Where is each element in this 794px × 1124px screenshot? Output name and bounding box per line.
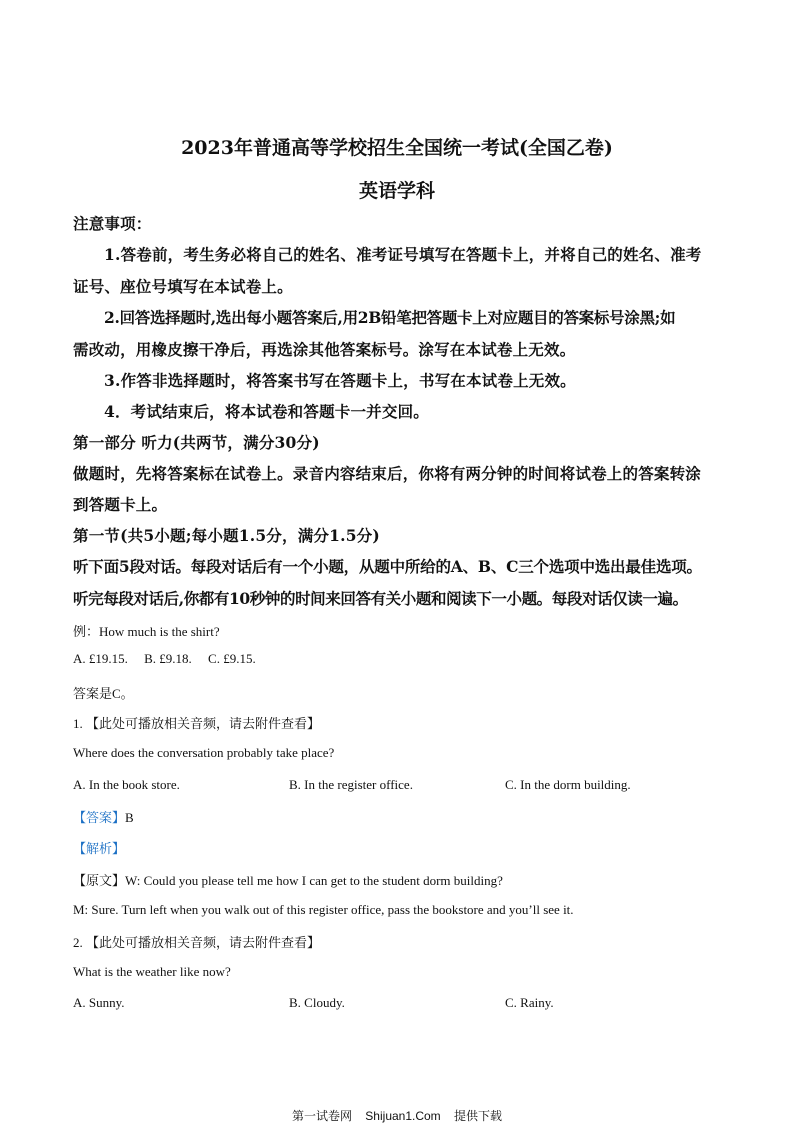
notice-item-2-line-1: 2.回答选择题时,选出每小题答案后,用2B铅笔把答题卡上对应题目的答案标号涂黑;如 (104, 308, 676, 327)
question-2-option-a: A. Sunny. (73, 995, 125, 1010)
section-1-instruction-line-1: 听下面5段对话。每段对话后有一个小题，从题中所给的A、B、C三个选项中选出最佳选项。 (73, 557, 702, 576)
notice-item-1-line-1: 1.答卷前，考生务必将自己的姓名、准考证号填写在答题卡上，并将自己的姓名、准考 (104, 245, 702, 264)
example-options: A. £19.15. B. £9.18. C. £9.15. (73, 651, 256, 666)
transcript-woman: W: Could you please tell me how I can get to the student dorm building? (125, 873, 503, 888)
notice-item-2-line-2: 需改动，用橡皮擦干净后，再选涂其他答案标号。涂写在本试卷上无效。 (73, 340, 576, 359)
page-subtitle: 英语学科 (358, 180, 435, 202)
notice-item-4: 4．考试结束后，将本试卷和答题卡一并交回。 (104, 402, 429, 421)
page-footer: 第一试卷网 Shijuan1.Com 提供下载 (291, 1109, 503, 1123)
part-1-instruction-line-2: 到答题卡上。 (73, 495, 168, 514)
question-2-audio-label: 2. 【此处可播放相关音频，请去附件查看】 (73, 935, 321, 950)
question-1-option-a: A. In the book store. (73, 777, 180, 792)
question-1-option-c: C. In the dorm building. (505, 777, 631, 792)
notice-heading: 注意事项： (73, 214, 152, 233)
notice-item-1-line-2: 证号、座位号填写在本试卷上。 (73, 277, 293, 296)
example-question: 例：How much is the shirt? (73, 624, 220, 639)
transcript-row (73, 870, 503, 889)
transcript-tag: 【原文】 (73, 873, 126, 888)
question-2-text: What is the weather like now? (73, 964, 231, 979)
answer-tag: 【答案】 (73, 810, 126, 825)
section-1-instruction-line-2: 听完每段对话后,你都有10秒钟的时间来回答有关小题和阅读下一小题。每段对话仅读一遍。 (73, 589, 688, 608)
question-1-option-b: B. In the register office. (289, 777, 413, 792)
section-1-heading: 第一节(共5小题;每小题1.5分，满分1.5分) (73, 526, 380, 545)
page-title: 2023年普通高等学校招生全国统一考试(全国乙卷) (181, 137, 613, 159)
question-2-option-b: B. Cloudy. (289, 995, 345, 1010)
analysis-tag: 【解析】 (73, 841, 126, 856)
question-2-option-c: C. Rainy. (505, 995, 554, 1010)
transcript-man: M: Sure. Turn left when you walk out of this register office, pass the bookstore and you’ll see it. (73, 902, 574, 917)
question-1-answer-row (73, 807, 134, 826)
question-1-text: Where does the conversation probably take place? (73, 745, 335, 760)
part-1-instruction-line-1: 做题时，先将答案标在试卷上。录音内容结束后，你将有两分钟的时间将试卷上的答案转涂 (73, 464, 702, 483)
question-1-audio-label: 1. 【此处可播放相关音频，请去附件查看】 (73, 716, 321, 731)
part-1-heading: 第一部分 听力(共两节，满分30分) (73, 433, 320, 452)
answer-value: B (125, 810, 134, 825)
notice-item-3: 3.作答非选择题时，将答案书写在答题卡上，书写在本试卷上无效。 (104, 371, 576, 390)
example-answer: 答案是C。 (73, 686, 134, 701)
